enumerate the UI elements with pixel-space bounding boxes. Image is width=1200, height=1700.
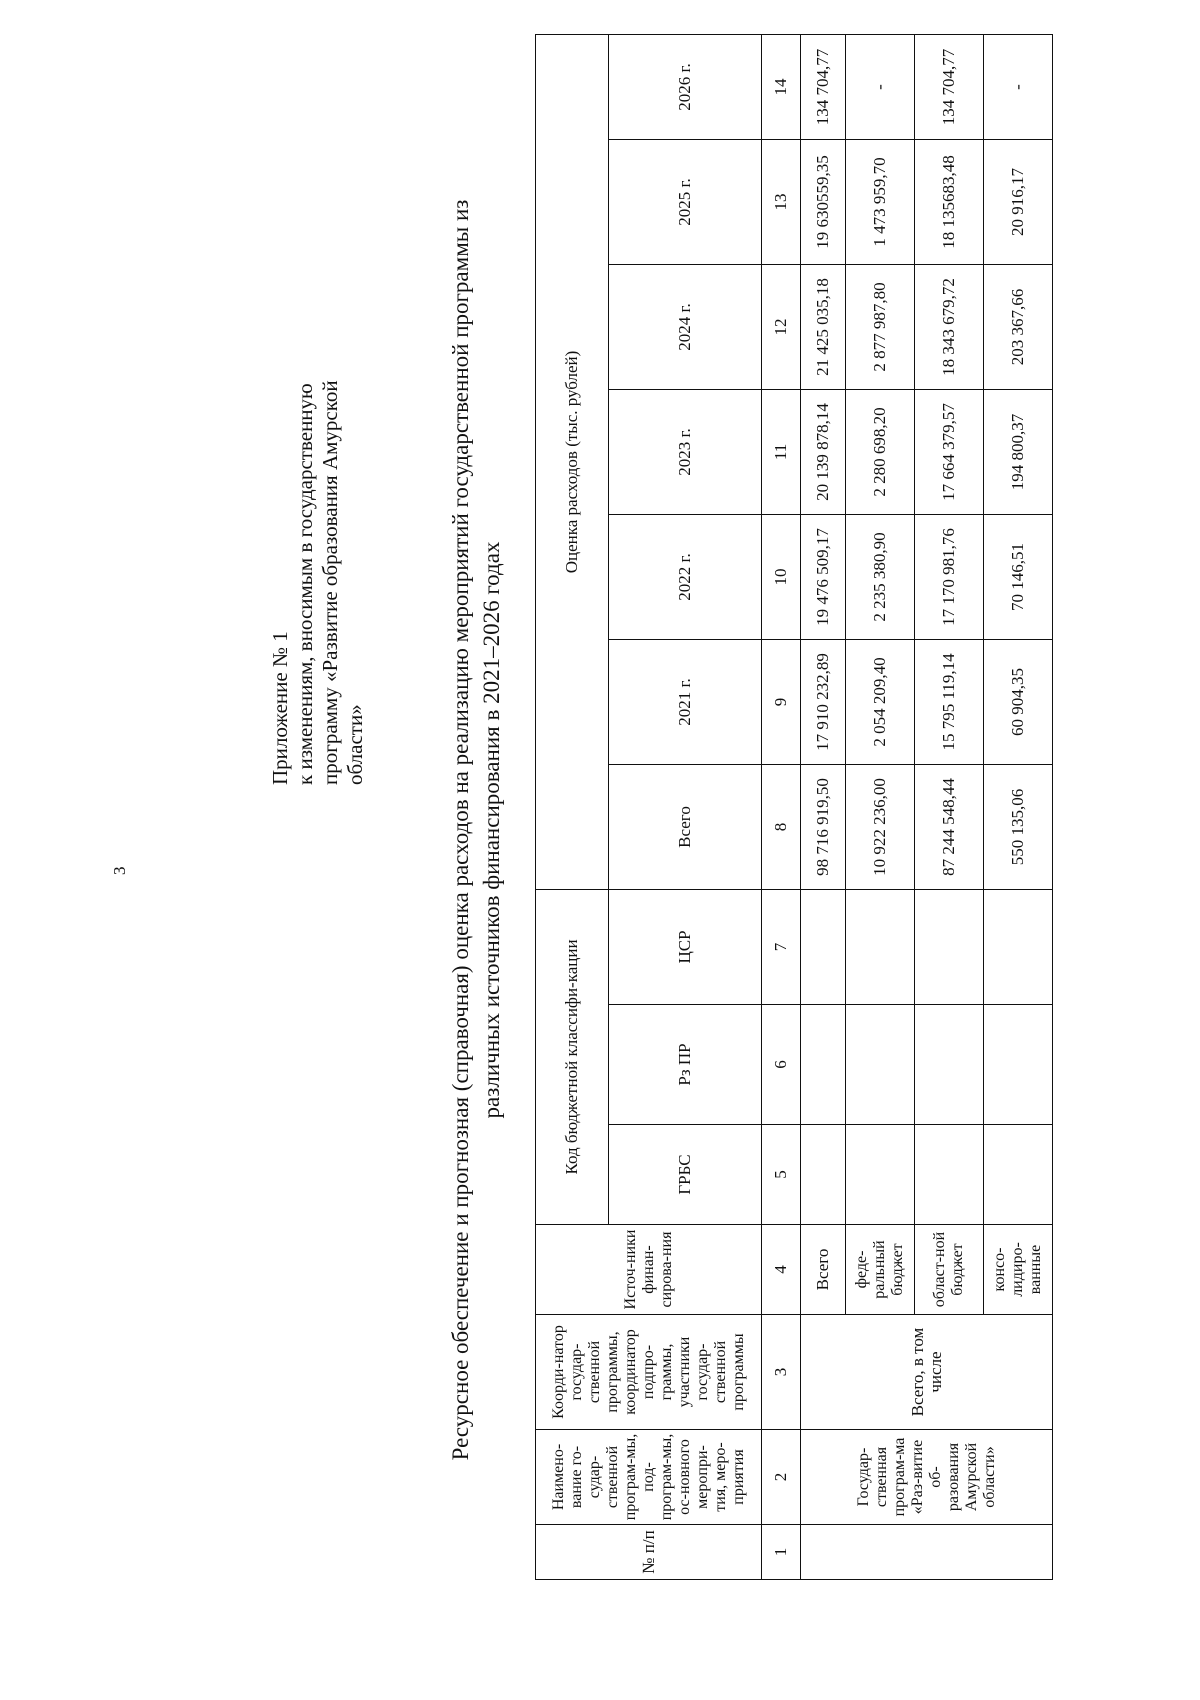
title-line-2: различных источников финансирования в 2021–2026 годах	[479, 541, 504, 1119]
rzpr-cell	[915, 1005, 984, 1125]
appendix-line-3: программу «Развитие образования Амурской	[318, 380, 342, 785]
value-2026: 134 704,77	[915, 34, 984, 139]
grbs-cell	[984, 1125, 1053, 1225]
value-2026: 134 704,77	[801, 34, 846, 139]
header-2024: 2024 г.	[609, 264, 762, 389]
source-cell: Всего	[801, 1225, 846, 1315]
column-number: 7	[762, 889, 801, 1004]
value-2025: 1 473 959,70	[846, 139, 915, 264]
value-2023: 2 280 698,20	[846, 389, 915, 514]
column-number: 5	[762, 1125, 801, 1225]
value-2026: -	[846, 34, 915, 139]
value-2021: 17 910 232,89	[801, 639, 846, 764]
row-num-cell	[801, 1525, 1053, 1580]
csr-cell	[915, 889, 984, 1004]
value-2023: 17 664 379,57	[915, 389, 984, 514]
csr-cell	[846, 889, 915, 1004]
header-sources: Источ-ники финан-сирова-ния	[536, 1225, 762, 1315]
appendix-line-1: Приложение № 1	[268, 631, 292, 785]
header-budget-code: Код бюджетной классифи-кации	[536, 889, 609, 1224]
document-title	[445, 100, 507, 1560]
value-2022: 17 170 981,76	[915, 514, 984, 639]
header-rzpr: Рз ПР	[609, 1005, 762, 1125]
page-number: 3	[110, 866, 129, 875]
appendix-header	[268, 225, 368, 785]
header-name: Наимено-вание го-судар-ственной програм-мы, под-програм-мы, ос-новного меропри-тия, меро-приятия	[536, 1430, 762, 1525]
source-cell: консо-лидиро-ванные	[984, 1225, 1053, 1315]
grbs-cell	[846, 1125, 915, 1225]
column-number: 1	[762, 1525, 801, 1580]
header-grbs: ГРБС	[609, 1125, 762, 1225]
header-total: Всего	[609, 764, 762, 889]
total-cell: 98 716 919,50	[801, 764, 846, 889]
table-row	[801, 34, 846, 1579]
rzpr-cell	[984, 1005, 1053, 1125]
column-number: 11	[762, 389, 801, 514]
header-csr: ЦСР	[609, 889, 762, 1004]
value-2021: 15 795 119,14	[915, 639, 984, 764]
total-cell: 87 244 548,44	[915, 764, 984, 889]
program-name: Государ-ственная програм-ма «Раз-витие об-разования Амурской области»	[801, 1430, 1053, 1525]
column-number: 9	[762, 639, 801, 764]
column-number-row	[762, 34, 801, 1579]
csr-cell	[801, 889, 846, 1004]
total-cell: 550 135,06	[984, 764, 1053, 889]
header-row-top	[536, 34, 609, 1579]
appendix-line-4: области»	[343, 704, 367, 785]
source-cell: феде-ральный бюджет	[846, 1225, 915, 1315]
rzpr-cell	[846, 1005, 915, 1125]
value-2024: 21 425 035,18	[801, 264, 846, 389]
value-2025: 18 135683,48	[915, 139, 984, 264]
value-2026: -	[984, 34, 1053, 139]
value-2022: 70 146,51	[984, 514, 1053, 639]
header-cost-estimate: Оценка расходов (тыс. рублей)	[536, 34, 609, 889]
column-number: 10	[762, 514, 801, 639]
value-2021: 60 904,35	[984, 639, 1053, 764]
total-cell: 10 922 236,00	[846, 764, 915, 889]
value-2024: 2 877 987,80	[846, 264, 915, 389]
source-cell: област-ной бюджет	[915, 1225, 984, 1315]
coordinator-value: Всего, в том числе	[801, 1315, 1053, 1430]
column-number: 8	[762, 764, 801, 889]
header-coordinator: Коорди-натор государ-ственной программы, координатор подпро-граммы, участники государ-ственной программы	[536, 1315, 762, 1430]
funding-table	[535, 34, 1053, 1580]
value-2024: 203 367,66	[984, 264, 1053, 389]
column-number: 2	[762, 1430, 801, 1525]
column-number: 12	[762, 264, 801, 389]
column-number: 3	[762, 1315, 801, 1430]
value-2021: 2 054 209,40	[846, 639, 915, 764]
header-2026: 2026 г.	[609, 34, 762, 139]
grbs-cell	[915, 1125, 984, 1225]
column-number: 14	[762, 34, 801, 139]
value-2024: 18 343 679,72	[915, 264, 984, 389]
value-2025: 19 630559,35	[801, 139, 846, 264]
value-2022: 2 235 380,90	[846, 514, 915, 639]
title-line-1: Ресурсное обеспечение и прогнозная (справочная) оценка расходов на реализацию мероприятий государственной программы из	[448, 199, 473, 1461]
column-number: 4	[762, 1225, 801, 1315]
header-2023: 2023 г.	[609, 389, 762, 514]
header-num: № п/п	[536, 1525, 762, 1580]
appendix-line-2: к изменениям, вносимым в государственную	[293, 383, 317, 785]
column-number: 6	[762, 1005, 801, 1125]
header-2021: 2021 г.	[609, 639, 762, 764]
header-2022: 2022 г.	[609, 514, 762, 639]
csr-cell	[984, 889, 1053, 1004]
rzpr-cell	[801, 1005, 846, 1125]
grbs-cell	[801, 1125, 846, 1225]
header-2025: 2025 г.	[609, 139, 762, 264]
column-number: 13	[762, 139, 801, 264]
value-2025: 20 916,17	[984, 139, 1053, 264]
value-2023: 194 800,37	[984, 389, 1053, 514]
value-2023: 20 139 878,14	[801, 389, 846, 514]
value-2022: 19 476 509,17	[801, 514, 846, 639]
